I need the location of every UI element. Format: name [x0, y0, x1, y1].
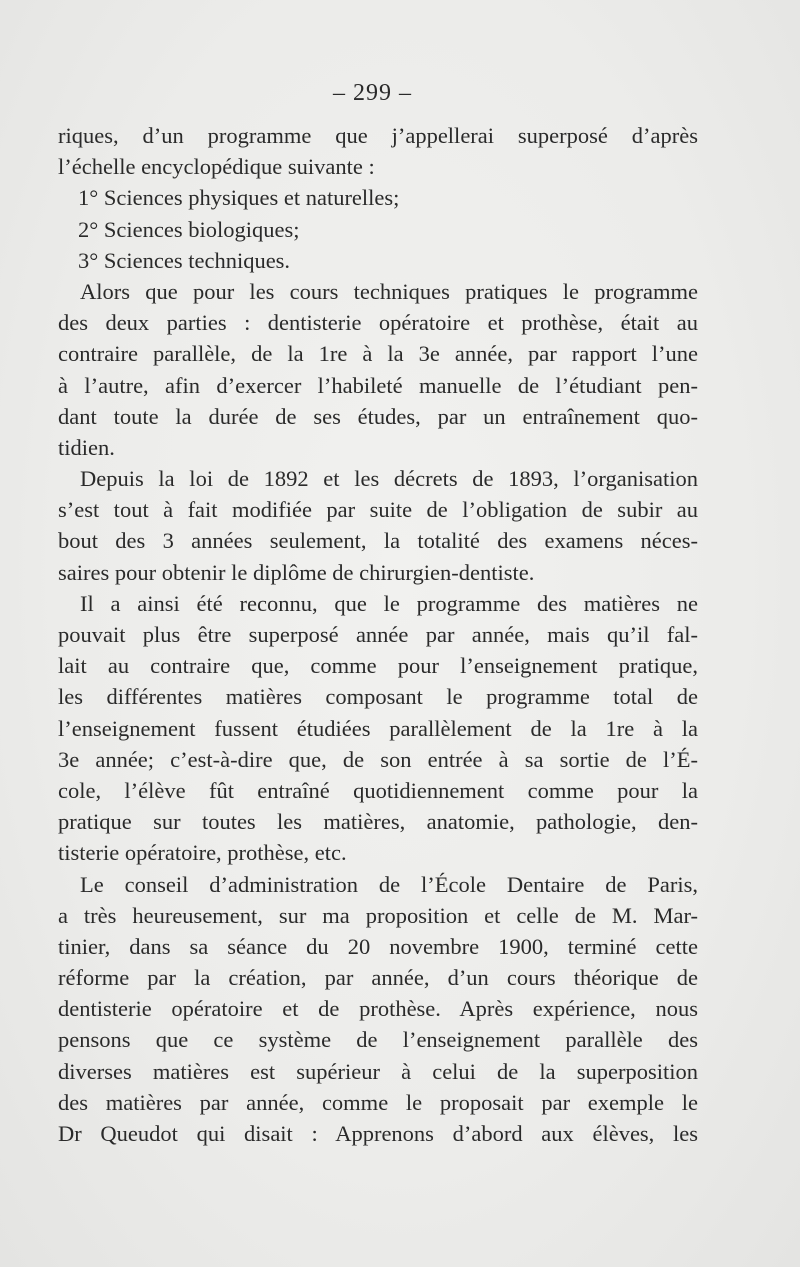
- text-line: Dr Queudot qui disait : Apprenons d’abord aux élèves, les: [58, 1121, 698, 1146]
- text-line: pratique sur toutes les matières, anatomie, pathologie, den-: [58, 809, 698, 835]
- text-line: cole, l’élève fût entraîné quotidiennement comme pour la: [58, 777, 698, 803]
- text-line: pensons que ce système de l’enseignement parallèle des: [58, 1027, 698, 1053]
- text-line: a très heureusement, sur ma proposition et celle de M. Mar-: [58, 902, 698, 928]
- text-line: Il a ainsi été reconnu, que le programme des matières ne: [80, 590, 698, 616]
- text-line: contraire parallèle, de la 1re à la 3e année, par rapport l’une: [58, 341, 698, 367]
- body-text: [58, 120, 698, 1149]
- text-line: diverses matières est supérieur à celui de la superposition: [58, 1058, 698, 1084]
- text-line: Depuis la loi de 1892 et les décrets de 1893, l’organisation: [80, 466, 698, 492]
- text-line: tidien.: [58, 434, 115, 460]
- text-line: lait au contraire que, comme pour l’enseignement pratique,: [58, 653, 698, 679]
- text-line: Le conseil d’administration de l’École Dentaire de Paris,: [80, 871, 698, 897]
- text-line: tisterie opératoire, prothèse, etc.: [58, 840, 347, 866]
- text-line: l’enseignement fussent étudiées parallèlement de la 1re à la: [58, 715, 698, 741]
- page-number: – 299 –: [333, 80, 412, 106]
- text-line: s’est tout à fait modifiée par suite de l’obligation de subir au: [58, 497, 698, 523]
- text-line: 3° Sciences techniques.: [78, 247, 291, 273]
- text-line: 1° Sciences physiques et naturelles;: [78, 185, 400, 211]
- text-line: riques, d’un programme que j’appellerai superposé d’après: [58, 123, 698, 148]
- text-line: des matières par année, comme le proposait par exemple le: [58, 1089, 698, 1115]
- text-line: saires pour obtenir le diplôme de chirurgien-dentiste.: [58, 559, 535, 585]
- text-line: Alors que pour les cours techniques pratiques le programme: [80, 278, 698, 304]
- text-line: dentisterie opératoire et de prothèse. Après expérience, nous: [58, 996, 698, 1022]
- text-line: 2° Sciences biologiques;: [78, 216, 300, 242]
- text-line: les différentes matières composant le programme total de: [58, 684, 698, 710]
- text-line: 3e année; c’est-à-dire que, de son entrée à sa sortie de l’É-: [58, 746, 698, 772]
- text-line: l’échelle encyclopédique suivante :: [58, 154, 375, 180]
- text-line: bout des 3 années seulement, la totalité des examens néces-: [58, 528, 698, 554]
- text-line: réforme par la création, par année, d’un cours théorique de: [58, 965, 698, 991]
- text-line: pouvait plus être superposé année par année, mais qu’il fal-: [58, 622, 698, 647]
- text-line: à l’autre, afin d’exercer l’habileté manuelle de l’étudiant pen-: [58, 372, 698, 398]
- text-line: tinier, dans sa séance du 20 novembre 1900, terminé cette: [58, 933, 698, 959]
- text-line: des deux parties : dentisterie opératoire et prothèse, était au: [58, 310, 698, 336]
- text-line: dant toute la durée de ses études, par un entraînement quo-: [58, 403, 698, 429]
